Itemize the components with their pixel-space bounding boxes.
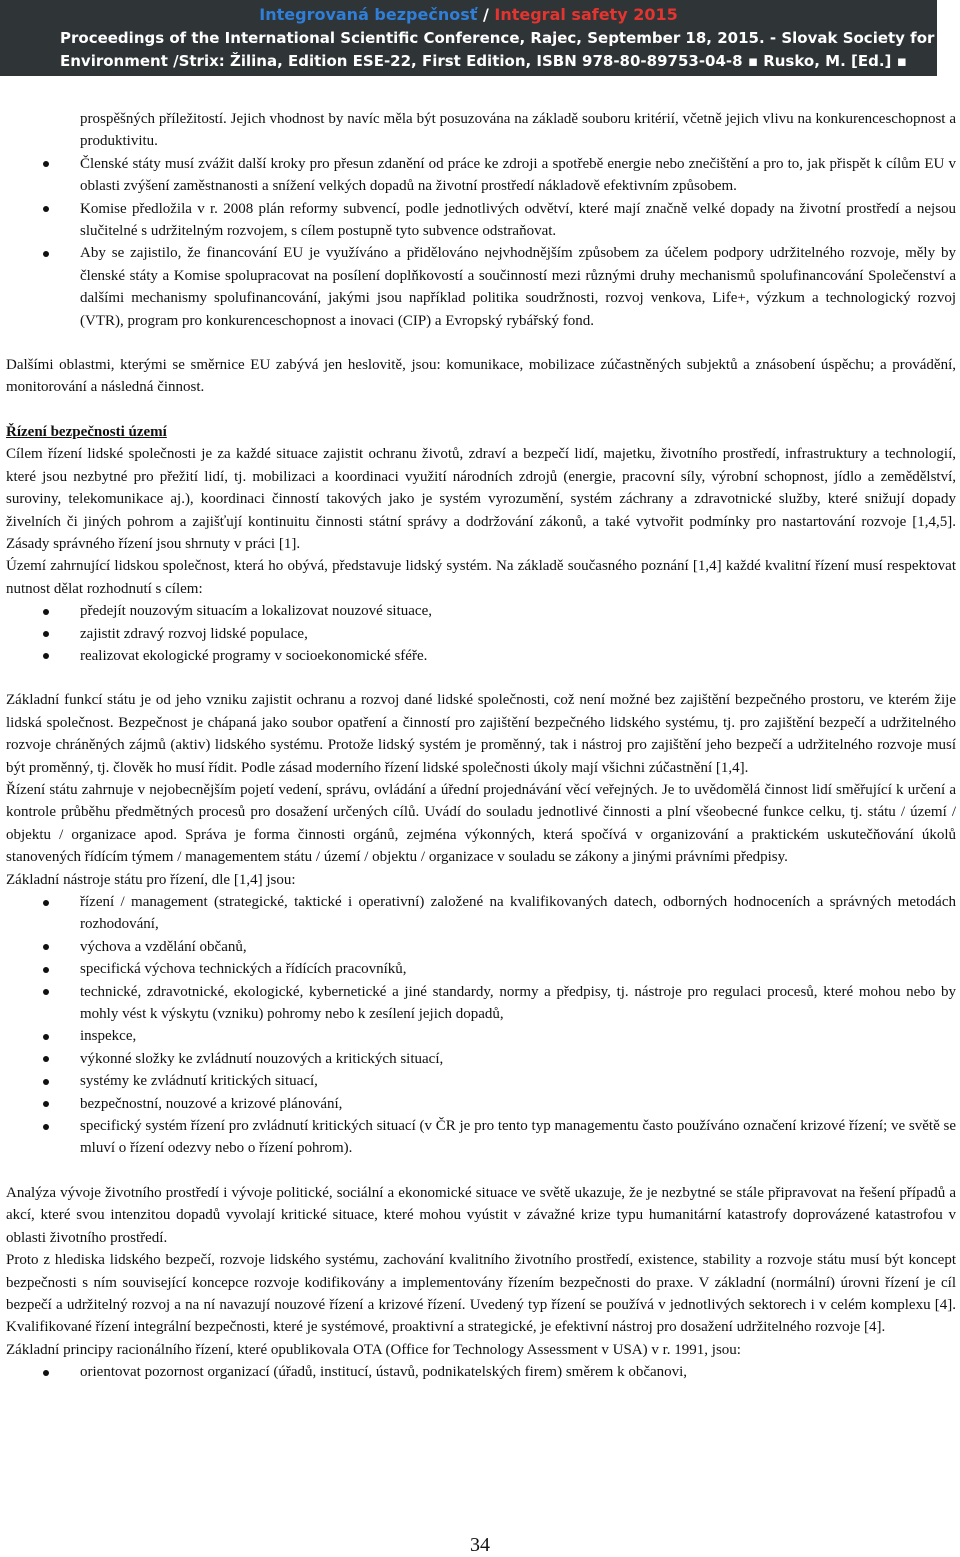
bullet-icon [43,653,49,659]
bullet-icon [43,631,49,637]
bullet-list-state-tools [6,891,956,1160]
paragraph: Analýza vývoje životního prostředí i vývoje politické, sociální a ekonomické situace ve světě ukazuje, že je nezbytné se stále připravovat na řešení případů a akcí, které svou intenzitou dopadů vyvolají kritické situace, které mohou vyústit v závažné krize typu humanitární katastrofy doprovázené katastrofou v oblasti životního prostředí. [6,1184,956,1246]
bullet-icon [43,900,49,906]
section-heading: Řízení bezpečnosti území [6,423,167,440]
bullet-icon [43,967,49,973]
banner-proceedings-line: Proceedings of the International Scientific Conference, Rajec, September 18, 2015. - Slovak Society for [60,29,935,47]
paragraph: Základní principy racionálního řízení, které opublikovala OTA (Office for Technology Assessment v USA) v r. 1991, jsou: [6,1341,741,1358]
bullet-icon [43,944,49,950]
bullet-list-goals [6,600,956,667]
banner-title-sk: Integrovaná bezpečnosť [259,5,478,24]
bullet-icon [43,609,49,615]
bullet-icon [43,1079,49,1085]
page-body [6,108,956,1384]
list-item: systémy ke zvládnutí kritických situací, [6,1070,956,1092]
paragraph: Základní nástroje státu pro řízení, dle [1,4] jsou: [6,871,296,888]
list-item: realizovat ekologické programy v socioekonomické sféře. [6,645,956,667]
list-item: předejít nouzovým situacím a lokalizovat nouzové situace, [6,600,956,622]
list-item: výchova a vzdělání občanů, [6,936,956,958]
continued-bullet-text: prospěšných příležitostí. Jejich vhodnost by navíc měla být posuzována na základě souboru kritérií, včetně jejich vlivu na konkurenceschopnost a produktivitu. [80,111,956,150]
bullet-icon [43,251,49,257]
bullet-icon [43,1101,49,1107]
page-number: 34 [470,1534,490,1556]
list-item: Komise předložila v r. 2008 plán reformy subvencí, podle jednotlivých odvětví, které mají značně velké dopady na životní prostředí a nejsou slučitelné s udržitelným rozvojem, s cílem postupně tyto subvence odstraňovat. [6,198,956,243]
list-item: technické, zdravotnické, ekologické, kybernetické a jiné standardy, normy a předpisy, tj. nástroje pro regulaci procesů, které mohou nebo by mohly vést k výskytu (vzniku) pohromy nebo k zesílení jejich dopadů, [6,981,956,1026]
list-item: bezpečnostní, nouzové a krizové plánování, [6,1093,956,1115]
paragraph: Proto z hlediska lidského bezpečí, rozvoje lidského systému, zachování kvalitního životního prostředí, existence, stability a rozvoje státu musí být koncept bezpečnosti s ním související koncepce rozvoje kodifikovány a implementovány řízením bezpečnosti do praxe. V základní (normální) úrovni řízení je cíl bezpečí a udržitelný rozvoj a na ní navazují nouzové řízení a krizové řízení. Uvedený typ řízení se používá v jednotlivých sektorech i v celém komplexu [4]. Kvalifikované řízení integrální bezpečnosti, které je systémové, proaktivní a strategické, je efektivní nástroj pro dosažení udržitelného rozvoje [4]. [6,1252,956,1336]
list-item: Členské státy musí zvážit další kroky pro přesun zdanění od práce ke zdroji a spotřebě energie nebo znečištění a pro to, jak přispět k cílům EU v oblasti zvýšení zaměstnanosti a snížení velkých dopadů na životní prostředí nákladově efektivním způsobem. [6,153,956,198]
bullet-icon [43,1124,49,1130]
proceedings-banner [0,0,937,76]
bullet-icon [43,1056,49,1062]
paragraph: Základní funkcí státu je od jeho vzniku zajistit ochranu a rozvoj dané lidské společnosti, což není možné bez zajištění bezpečného prostoru, ve kterém žije lidská společnost. Bezpečnost je chápaná jako soubor opatření a činností pro zajištění bezpečného lidského systému, tj. pro zajištění bezpečí a udržitelného rozvoje chráněných zájmů (aktiv) lidského systému. Protože lidský systém je proměnný, tak i nástroj pro zajištění jeho bezpečí a udržitelného rozvoje musí být proměnný, tj. člověk ho musí řídit. Podle zásad moderního řízení lidské společnosti úkoly mají všichni zúčastnění [1,4]. [6,692,956,776]
paragraph: Cílem řízení lidské společnosti je za každé situace zajistit ochranu životů, zdraví a bezpečí lidí, majetku, životního prostředí, infrastruktury a technologií, které jsou nezbytné pro přežití lidí, tj. mobilizaci a koordinaci využití národních zdrojů (energie, pracovní síly, výrobní schopnost, jídlo a zemědělství, suroviny, telekomunikace aj.), koordinaci činností takových jako je systém vyrozumění, systém záchrany a zdravotnické služby, které snižují dopady živelních či jiných pohrom a zajišťují kontinuitu činnosti státní správy a dodržování zákonů, a také vytvořit podmínky pro nastartování rozvoje [1,4,5]. Zásady správného řízení jsou shrnuty v práci [1]. [6,446,956,552]
bullet-icon [43,1034,49,1040]
list-item: specifický systém řízení pro zvládnutí kritických situací (v ČR je pro tento typ managementu často používáno označení krizové řízení; ve světě se mluví o řízení odezvy nebo o řízení pohrom). [6,1115,956,1160]
banner-title [0,5,937,24]
list-item: specifická výchova technických a řídících pracovníků, [6,958,956,980]
paragraph: Dalšími oblastmi, kterými se směrnice EU zabývá jen heslovitě, jsou: komunikace, mobilizace zúčastněných subjektů a znásobení úspěchu; a provádění, monitorování a následná činnost. [6,357,956,396]
list-item: řízení / management (strategické, taktické i operativní) založené na kvalifikovaných datech, odborných hodnoceních a správných metodách rozhodování, [6,891,956,936]
bullet-icon [43,1370,49,1376]
banner-title-en: Integral safety 2015 [494,5,678,24]
paragraph: Území zahrnující lidskou společnost, která ho obývá, představuje lidský systém. Na základě současného poznání [1,4] každé kvalitní řízení musí respektovat nutnost dělat rozhodnutí s cílem: [6,558,956,597]
bullet-icon [43,206,49,212]
banner-title-separator: / [477,5,495,24]
bullet-icon [43,161,49,167]
list-item: orientovat pozornost organizací (úřadů, institucí, ústavů, podnikatelských firem) směrem k občanovi, [6,1361,956,1383]
list-item: výkonné složky ke zvládnutí nouzových a kritických situací, [6,1048,956,1070]
bullet-list-ota-principles [6,1361,956,1383]
list-item: inspekce, [6,1025,956,1047]
list-item: zajistit zdravý rozvoj lidské populace, [6,623,956,645]
list-item: Aby se zajistilo, že financování EU je využíváno a přidělováno nejvhodnějším způsobem za účelem podpory udržitelného rozvoje, měly by členské státy a Komise spolupracovat na posílení doplňkovostí a součinností mezi různými druhy mechanismů spolufinancování Společenství a dalšími mechanismy spolufinancování, jakými jsou například politika soudržnosti, rozvoj venkova, Life+, výzkum a technologický rozvoj (VTR), program pro konkurenceschopnost a inovaci (CIP) a Evropský rybářský fond. [6,242,956,332]
banner-edition-line: Environment /Strix: Žilina, Edition ESE-22, First Edition, ISBN 978-80-89753-04-8 ▪ Rusko, M. [Ed.] ▪ [60,52,907,70]
bullet-icon [43,989,49,995]
bullet-list-eu-measures [6,153,956,332]
paragraph: Řízení státu zahrnuje v nejobecnějším pojetí vedení, správu, ovládání a úřední projednávání věcí veřejných. Je to uvědomělá činnost lidí směřující k určení a kontrole průběhu předmětných procesů pro dosažení určených cílů. Uvádí do souladu jednotlivé činnosti a plní všeobecné funkce celku, tj. státu / území / objektu / organizace apod. Správa je forma činnosti orgánů, zejména výkonných, která spočívá v organizování a praktickém uskutečňování úkolů stanovených řídícím týmem / managementem státu / území / objektu / organizace v souladu se zákony a jinými právními předpisy. [6,781,956,866]
